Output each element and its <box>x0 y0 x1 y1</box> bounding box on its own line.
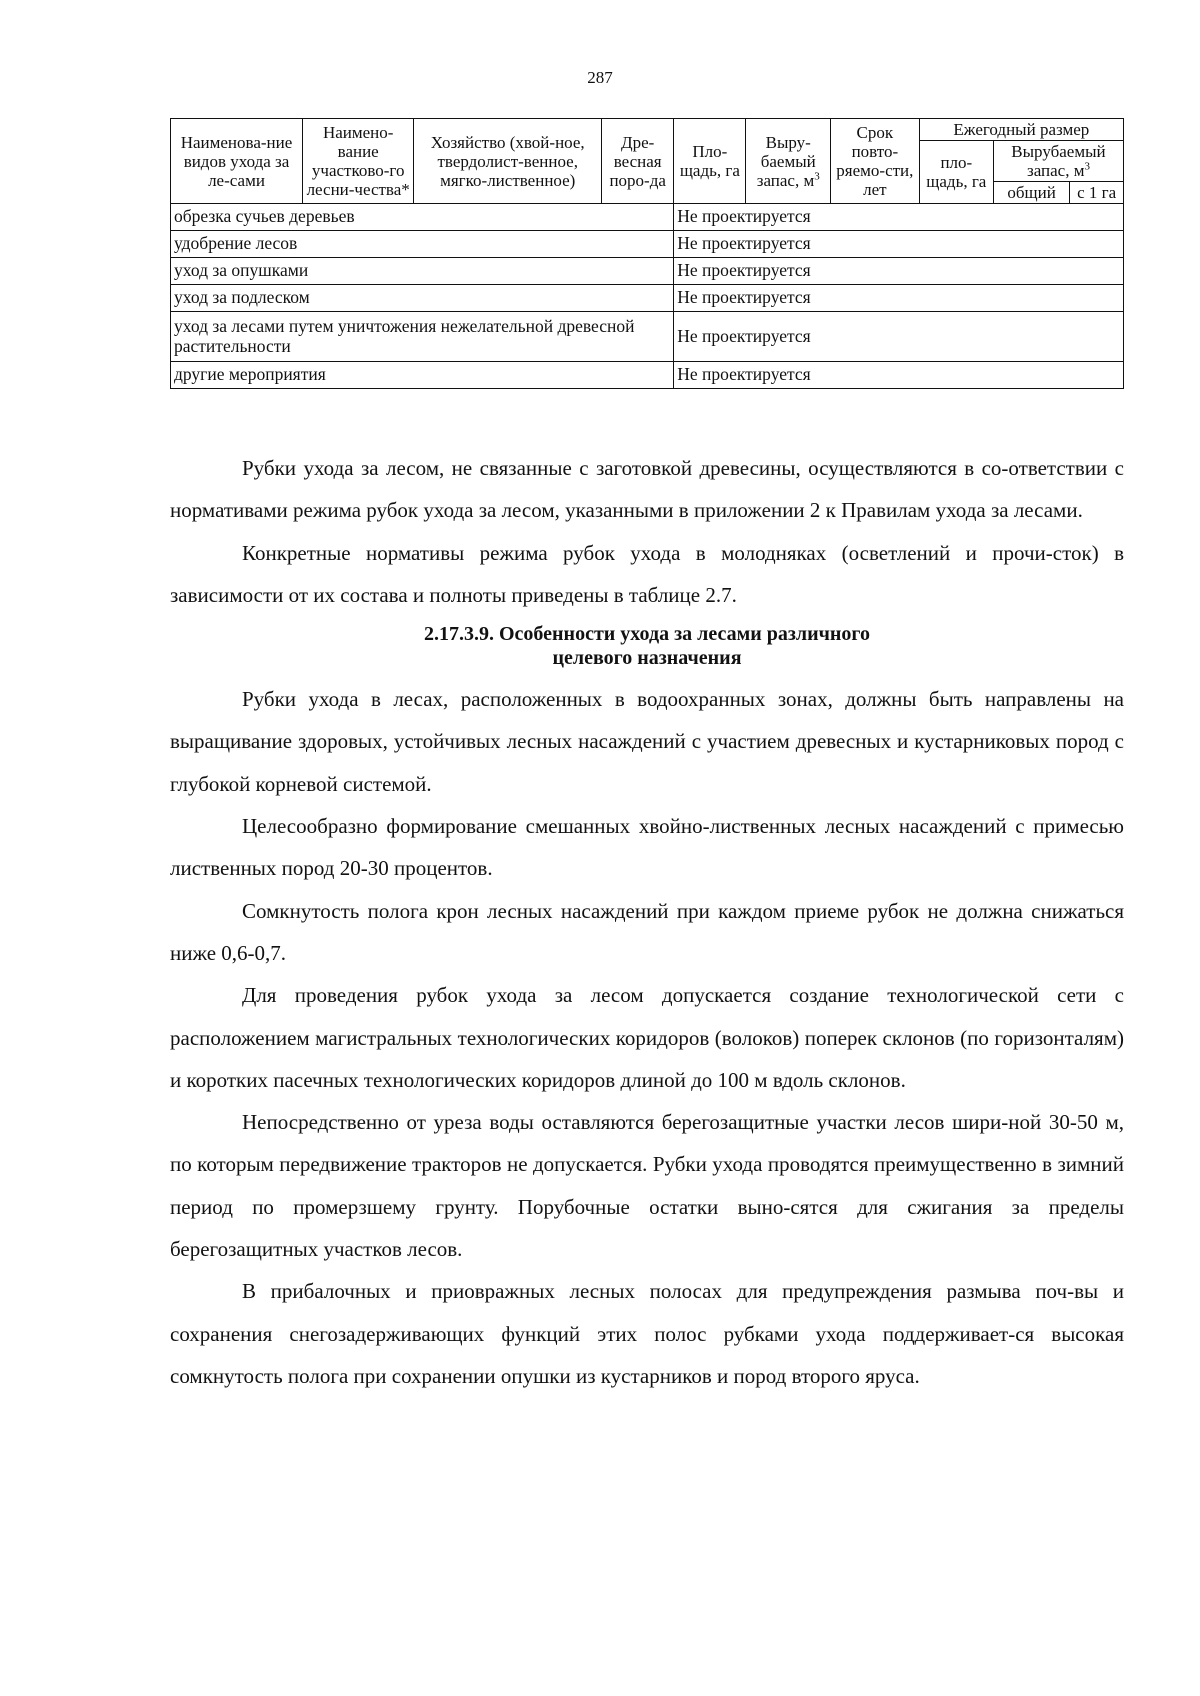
table-row <box>171 312 1124 362</box>
document-body <box>170 447 1124 1397</box>
table-row <box>171 258 1124 285</box>
header-cut-stock <box>746 119 831 204</box>
header-annual-stock-sup: 3 <box>1084 160 1090 173</box>
header-repeat-period: Срок повто-ряемо-сти, лет <box>831 119 920 204</box>
section-heading-line1: 2.17.3.9. Особенности ухода за лесами различного <box>423 623 871 646</box>
paragraph: Для проведения рубок ухода за лесом допускается создание технологической сети с расположением магистральных технологических коридоров (волоков) поперек склонов (по горизонталям) и коротких пасечных технологических коридоров длиной до 100 м вдоль склонов. <box>170 983 1124 1092</box>
header-cut-stock-text: Выру-баемый запас, м <box>756 132 816 190</box>
header-annual-per-ha: с 1 га <box>1070 182 1124 204</box>
table-row <box>171 362 1124 389</box>
row-care-name: другие мероприятия <box>171 362 674 389</box>
header-care-type: Наименова-ние видов ухода за ле-сами <box>171 119 303 204</box>
paragraph: В прибалочных и приовражных лесных полосах для предупреждения размыва поч-вы и сохранения снегозадерживающих функций этих полос рубками ухода поддерживает-ся высокая сомкнутость полога при сохранении опушки из кустарников и пород второго яруса. <box>170 1279 1124 1388</box>
section-heading-line2: целевого назначения <box>552 647 742 670</box>
row-care-name: уход за подлеском <box>171 285 674 312</box>
row-care-name: уход за лесами путем уничтожения нежелательной древесной растительности <box>171 312 674 362</box>
paragraph: Сомкнутость полога крон лесных насаждений при каждом приеме рубок не должна снижаться ниже 0,6-0,7. <box>170 898 1124 965</box>
header-annual-area: пло-щадь, га <box>919 141 993 204</box>
forest-care-table <box>170 118 1124 389</box>
header-annual-stock-text: Вырубаемый запас, м <box>1011 142 1106 181</box>
row-status: Не проектируется <box>674 258 1124 285</box>
header-area: Пло-щадь, га <box>674 119 746 204</box>
header-annual-total: общий <box>993 182 1069 204</box>
paragraph: Непосредственно от уреза воды оставляются берегозащитные участки лесов шири-ной 30-50 м, по которым передвижение тракторов не допускается. Рубки ухода проводятся преимущественно в зимний период по промерзшему грунту. Порубочные остатки выно-сятся для сжигания за пределы берегозащитных участков лесов. <box>170 1110 1124 1262</box>
row-status: Не проектируется <box>674 231 1124 258</box>
page-number: 287 <box>587 68 613 87</box>
header-district: Наимено-вание участково-го лесни-чества* <box>303 119 414 204</box>
table-row <box>171 204 1124 231</box>
table-row <box>171 231 1124 258</box>
row-care-name: уход за опушками <box>171 258 674 285</box>
section-heading <box>170 622 1124 678</box>
row-status: Не проектируется <box>674 312 1124 362</box>
row-care-name: обрезка сучьев деревьев <box>171 204 674 231</box>
header-cut-stock-sup: 3 <box>814 169 820 182</box>
header-economy: Хозяйство (хвой-ное, твердолист-венное, мягко-лиственное) <box>414 119 602 204</box>
header-annual-stock <box>993 141 1123 182</box>
paragraph: Рубки ухода в лесах, расположенных в водоохранных зонах, должны быть направлены на выращивание здоровых, устойчивых лесных насаждений с участием древесных и кустарниковых пород с глубокой корневой системой. <box>170 687 1124 796</box>
row-status: Не проектируется <box>674 285 1124 312</box>
paragraph: Конкретные нормативы режима рубок ухода в молодняках (осветлений и прочи-сток) в зависимости от их состава и полноты приведены в таблице 2.7. <box>170 540 1124 607</box>
paragraph: Рубки ухода за лесом, не связанные с заготовкой древесины, осуществляются в со-ответствии с нормативами режима рубок ухода за лесом, указанными в приложении 2 к Правилам ухода за лесами. <box>170 456 1124 523</box>
table-row <box>171 285 1124 312</box>
row-care-name: удобрение лесов <box>171 231 674 258</box>
header-annual-size: Ежегодный размер <box>919 119 1123 141</box>
paragraph: Целесообразно формирование смешанных хвойно-лиственных лесных насаждений с примесью лиственных пород 20-30 процентов. <box>170 814 1124 881</box>
header-tree-species: Дре-весная поро-да <box>602 119 674 204</box>
row-status: Не проектируется <box>674 204 1124 231</box>
row-status: Не проектируется <box>674 362 1124 389</box>
